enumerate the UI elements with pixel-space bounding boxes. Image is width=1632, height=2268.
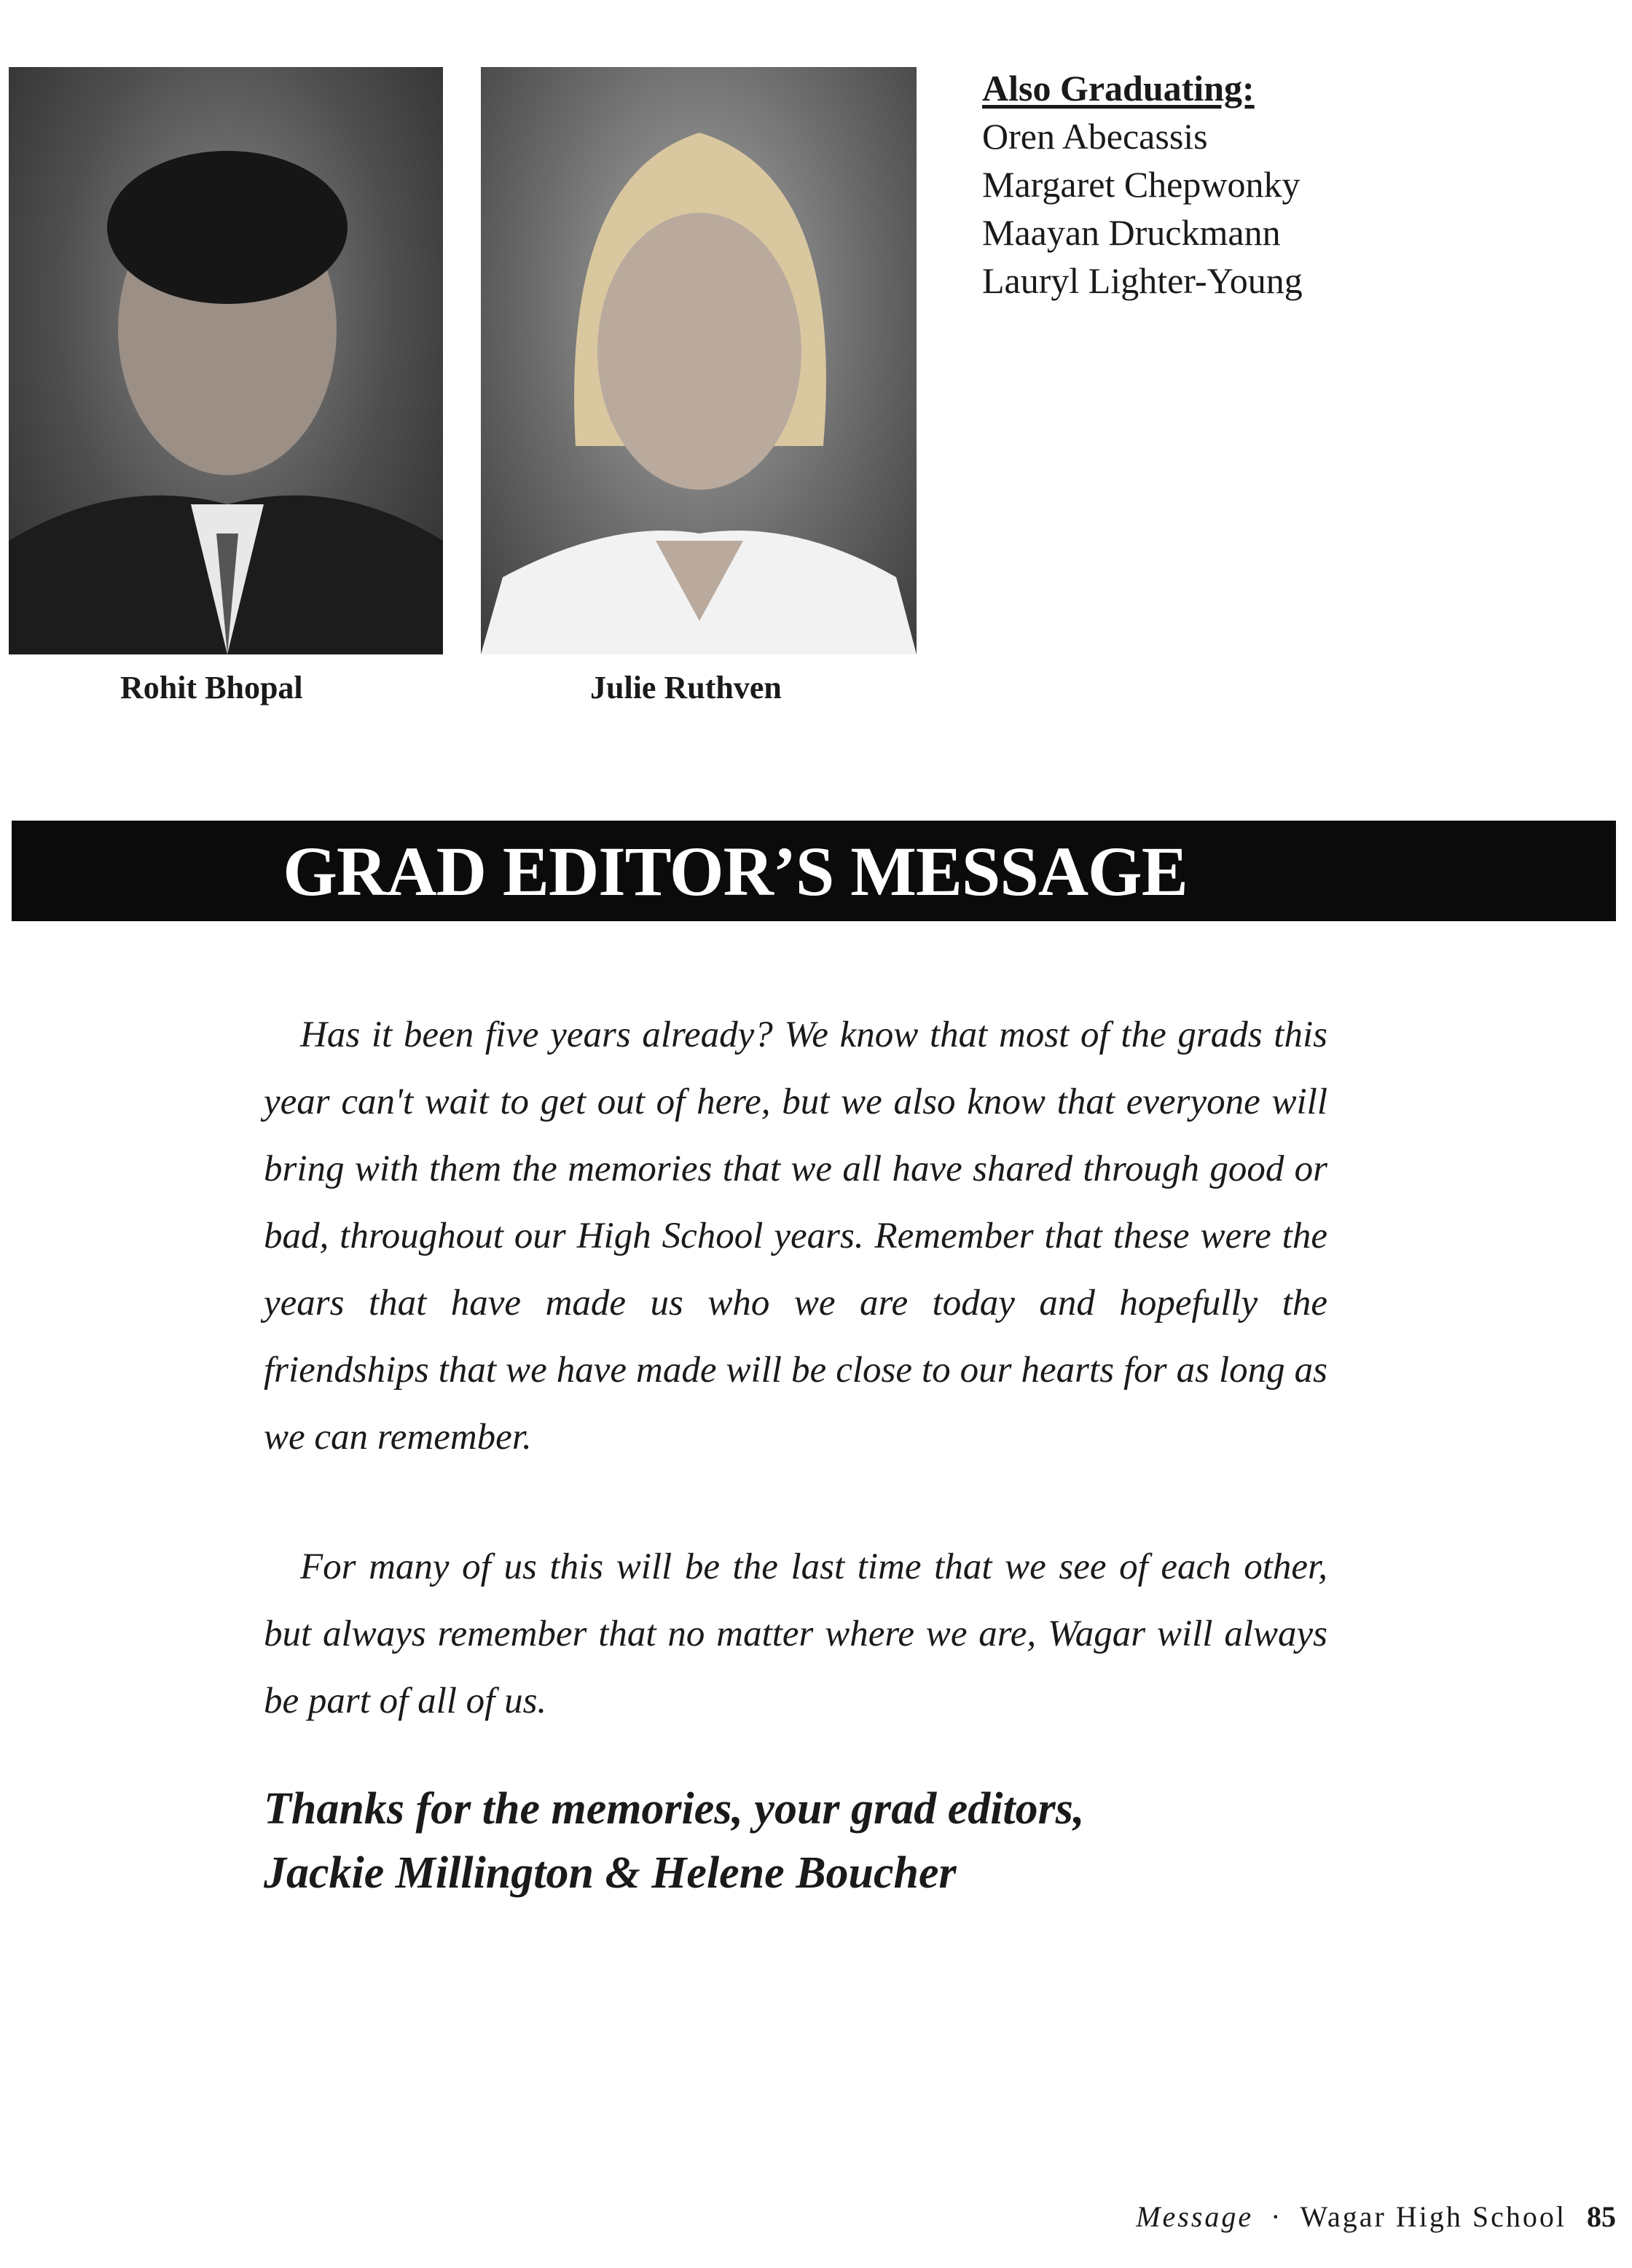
portrait-silhouette-right: [481, 67, 917, 654]
graduate-name: Maayan Druckmann: [982, 212, 1281, 253]
footer-separator: ·: [1271, 2200, 1283, 2233]
banner-title: GRAD EDITOR’S MESSAGE: [283, 832, 1188, 910]
also-graduating-block: [982, 64, 1303, 305]
footer-section: Message: [1136, 2200, 1254, 2233]
also-graduating-list: [982, 112, 1303, 305]
graduate-name: Oren Abecassis: [982, 116, 1208, 157]
page-footer: [1136, 2199, 1616, 2234]
photo-caption-julie: Julie Ruthven: [590, 670, 782, 705]
portrait-photo-rohit: [9, 67, 443, 654]
photo-caption-rohit: Rohit Bhopal: [120, 670, 303, 705]
graduate-name: Lauryl Lighter-Young: [982, 260, 1303, 301]
footer-school: Wagar High School: [1300, 2200, 1566, 2233]
signoff: [264, 1777, 1084, 1905]
signoff-line-1: Thanks for the memories, your grad editors,: [264, 1784, 1085, 1834]
graduate-name: Margaret Chepwonky: [982, 164, 1300, 205]
signoff-line-2: Jackie Millington & Helene Boucher: [264, 1848, 957, 1898]
portrait-silhouette-left: [9, 67, 443, 654]
also-graduating-heading: Also Graduating:: [982, 68, 1255, 109]
message-paragraph-1: Has it been five years already? We know that most of the grads this year can't wait to get out of here, but we also know that everyone will bring with them the memories that we all have shared through good or bad, throughout our High School years. Remember that these were the years that have made us who we are today and hopefully the friendships that we have made will be close to our hearts for as long as we can remember.: [264, 1014, 1327, 1458]
portrait-photo-julie: [481, 67, 917, 654]
section-banner: [12, 821, 1616, 921]
page-number: 85: [1587, 2200, 1616, 2233]
message-paragraph-2: For many of us this will be the last time that we see of each other, but always remember that no matter where we are, Wagar will always be part of all of us.: [264, 1546, 1327, 1721]
